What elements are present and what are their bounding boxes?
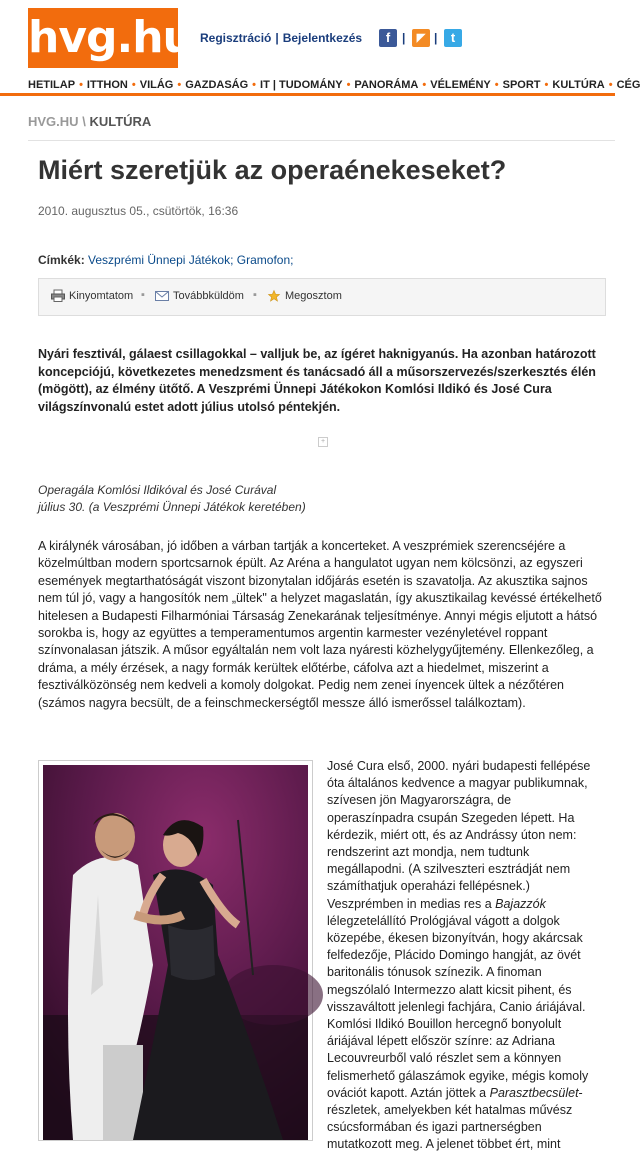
expand-icon[interactable]: + bbox=[318, 437, 328, 447]
rss-icon[interactable]: ◤ bbox=[412, 29, 430, 47]
breadcrumb-home[interactable]: HVG.HU bbox=[28, 114, 79, 129]
nav-item-vilag[interactable]: VILÁG bbox=[139, 79, 174, 91]
nav-item-itthon[interactable]: ITTHON bbox=[86, 79, 128, 91]
breadcrumb bbox=[28, 114, 151, 129]
toolbar-separator: ▪ bbox=[253, 289, 257, 301]
forward-button[interactable] bbox=[155, 290, 244, 302]
nav-item-gazdasag[interactable]: GAZDASÁG bbox=[185, 79, 249, 91]
tag-link[interactable]: Veszprémi Ünnepi Játékok bbox=[88, 253, 231, 267]
nav-item-it-tudomany[interactable]: IT | TUDOMÁNY bbox=[260, 79, 343, 91]
article-tags: Címkék: Veszprémi Ünnepi Játékok; Gramofon; bbox=[38, 253, 294, 267]
share-button[interactable] bbox=[267, 290, 342, 302]
paragraph-text: José Cura első, 2000. nyári budapesti fellépése óta általános kedvence a magyar publikumnak, szívesen jön Magyarországra, de operaszínpadra csupán Szegeden lépett. Ha kérdezik, miért ott, és az Andrássy úton nem: rendszerint azt mondja, nem tudtunk megállapodni. (A szilveszteri esztrádját nem számíthatjuk operaházi fellépésnek.) Veszprémben in medias res a bbox=[327, 759, 591, 911]
opera-title: Bajazzók bbox=[495, 896, 546, 911]
nav-item-sport[interactable]: SPORT bbox=[502, 79, 541, 91]
article-toolbar bbox=[38, 278, 606, 316]
printer-icon bbox=[51, 290, 65, 302]
article-paragraph: A királynék városában, jó időben a várban tartják a koncerteket. A veszprémiek szerencséjére a közelmúltban modern sportcsarnok épült. Az Aréna a hangulatot ugyan nem kölcsönzi, az egyszeri események megtarthatóságát viszont bizonytalan időjárás esetén is szavatolja. Az akusztika sajnos nem túl jó, vagy a hangosítók nem „ültek" a helyzet magaslatán, így akusztikailag kevéssé értékelhető hitelesen a Budapesti Filharmóniai Társaság Zenekarának teljesítménye. Annyi mégis eljutott a hátsó sorokba is, hogy az együttes a temperamentumos argentin karmester vezényletével roppant színvonalasan játszik. A műsor egyáltalán nem volt laza nyáresti közhelygyűjtemény. Ellenkezőleg, a dráma, a mély érzések, a nagy formák kerültek előtérbe, cáfolva azt a hiedelmet, miszerint a fesztiválközönség nem kedveli a komoly dolgokat. Pedig nem zenei ínyencek ültek a nézőtéren (számos nagyra becsült, de a feinschmeckerségtől messze álló ismerőssel találkoztam). bbox=[38, 539, 602, 710]
tag-link[interactable]: Gramofon bbox=[236, 253, 291, 267]
print-button[interactable] bbox=[51, 290, 133, 302]
facebook-icon[interactable]: f bbox=[379, 29, 397, 47]
register-link[interactable]: Regisztráció bbox=[200, 31, 272, 45]
divider bbox=[28, 140, 615, 141]
photo-singers bbox=[43, 765, 308, 1140]
paragraph-text: lélegzetelállító Prológjával vágott a dolgok közepébe, ékesen bizonyítván, hogy akárcsak felfedezője, Plácido Domingo hangját, az övét baritonális tónusok színezik. A finoman megszólaló Intermezzo alatt kicsit pihent, és visszaváltott jelenlegi fachjára, Canio áriájával. Komlósi Ildikó Bouillon hercegnő bonyolult áriájával lépett először színre: az Adriana Lecouvreurből való részlet sem a könnyen felismerhető gálaszámok egyike, mégis komoly ovációt kapott. Aztán jöttek a bbox=[327, 913, 589, 1100]
forward-label: Továbbküldöm bbox=[173, 290, 244, 302]
account-links bbox=[200, 31, 366, 45]
article-title: Miért szeretjük az operaénekeseket? bbox=[38, 155, 507, 185]
nav-item-ceg[interactable]: CÉG bbox=[616, 79, 640, 91]
caption-line: július 30. (a Veszprémi Ünnepi Játékok keretében) bbox=[38, 500, 306, 514]
tags-label: Címkék: bbox=[38, 253, 85, 267]
site-logo[interactable]: hvg.hu bbox=[28, 8, 178, 68]
icon-separator: | bbox=[402, 31, 406, 45]
article-paragraph bbox=[327, 758, 597, 1154]
nav-item-velemeny[interactable]: VÉLEMÉNY bbox=[430, 79, 491, 91]
event-caption bbox=[38, 482, 306, 516]
star-icon bbox=[267, 290, 281, 302]
nav-item-kultura[interactable]: KULTÚRA bbox=[552, 79, 605, 91]
main-nav: HETILAP • ITTHON • VILÁG • GAZDASÁG • IT | TUDOMÁNY • PANORÁMA • VÉLEMÉNY • SPORT • KULTÚRA • CÉG bbox=[0, 74, 615, 96]
article-lead: Nyári fesztivál, gálaest csillagokkal – valljuk be, az ígéret haknigyanús. Ha azonban határozott koncepciójú, következetes menedzsment és tanácsadó áll a műsorszervezés/szerkesztés élén (mögött), az élmény ütőtő. A Veszprémi Ünnepi Játékokon Komlósi Ildikó és José Cura világszínvonalú estet adott július utolsó péntekjén. bbox=[38, 347, 596, 414]
paragraph-text: -részletek, amelyekben két hatalmas művész csúcsformában és igazi partnerségben mutatkozott meg. A jelenet többet ért, mint bbox=[327, 1085, 583, 1152]
opera-title: Parasztbecsület bbox=[489, 1085, 579, 1100]
nav-item-panorama[interactable]: PANORÁMA bbox=[354, 79, 419, 91]
toolbar-separator: ▪ bbox=[141, 289, 145, 301]
article-date: 2010. augusztus 05., csütörtök, 16:36 bbox=[38, 204, 239, 218]
icon-separator: | bbox=[434, 31, 438, 45]
caption-line: Operagála Komlósi Ildikóval és José Curával bbox=[38, 483, 277, 497]
share-label: Megosztom bbox=[285, 290, 342, 302]
login-link[interactable]: Bejelentkezés bbox=[282, 31, 363, 45]
breadcrumb-sep: \ bbox=[82, 114, 86, 129]
twitter-icon[interactable]: t bbox=[444, 29, 462, 47]
print-label: Kinyomtatom bbox=[69, 290, 134, 302]
article-photo bbox=[38, 760, 313, 1141]
nav-item-hetilap[interactable]: HETILAP bbox=[28, 79, 76, 91]
envelope-icon bbox=[155, 290, 169, 302]
breadcrumb-current[interactable]: KULTÚRA bbox=[89, 114, 152, 129]
link-separator: | bbox=[275, 31, 279, 45]
